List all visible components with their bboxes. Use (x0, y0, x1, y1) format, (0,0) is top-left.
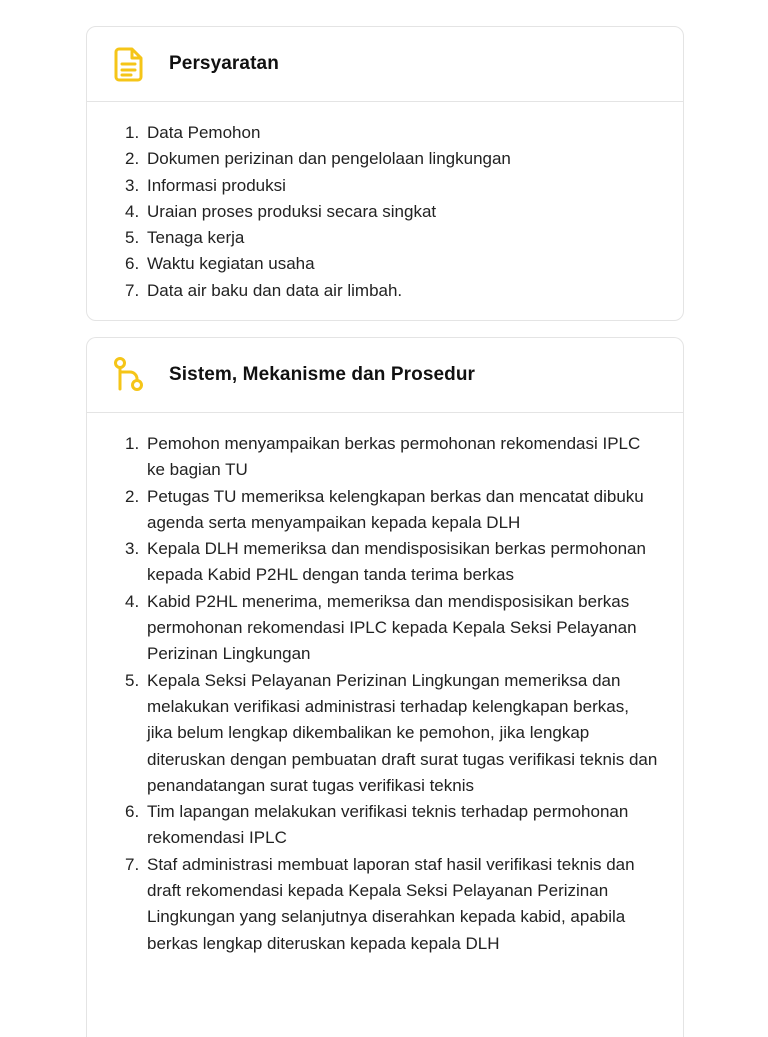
sistem-list (125, 431, 659, 957)
persyaratan-header (87, 27, 683, 102)
list-item (125, 431, 659, 484)
item-text: Staf administrasi membuat laporan staf hasil verifikasi teknis dan draft rekomendasi kepada Kepala Seksi Pelayanan Perizinan Lingkungan yang selanjutnya diserahkan kepada kabid, apabila berkas lengkap diteruskan kepada kepala DLH (147, 854, 635, 953)
list-item (125, 173, 659, 199)
item-number: 1. (125, 123, 140, 142)
document-icon (109, 44, 149, 84)
list-item (125, 668, 659, 799)
sistem-card (86, 337, 684, 1037)
item-text: Tim lapangan melakukan verifikasi teknis terhadap permohonan rekomendasi IPLC (147, 802, 629, 848)
list-item (125, 146, 659, 172)
item-text: Kabid P2HL menerima, memeriksa dan mendisposisikan berkas permohonan rekomendasi IPLC kepada Kepala Seksi Pelayanan Perizinan Lingkungan (147, 591, 637, 664)
item-text: Dokumen perizinan dan pengelolaan lingkungan (147, 149, 511, 169)
item-text: Uraian proses produksi secara singkat (147, 201, 437, 221)
list-item (125, 799, 659, 852)
item-number: 5. (125, 228, 140, 248)
persyaratan-card (86, 26, 684, 321)
list-item (125, 278, 659, 304)
sistem-header (87, 338, 683, 413)
item-number: 7. (125, 280, 140, 300)
list-item (125, 225, 659, 251)
item-text: Pemohon menyampaikan berkas permohonan rekomendasi IPLC ke bagian TU (147, 434, 641, 480)
persyaratan-title: Persyaratan (169, 53, 279, 74)
item-number: 2. (125, 486, 140, 506)
item-number: 4. (125, 201, 140, 221)
flow-icon (109, 355, 149, 395)
list-item (125, 852, 659, 957)
item-number: 3. (125, 539, 140, 559)
item-number: 6. (125, 802, 140, 822)
item-text: Waktu kegiatan usaha (147, 254, 315, 274)
item-number: 7. (125, 854, 140, 874)
item-number: 1. (125, 434, 140, 453)
item-text: Informasi produksi (147, 175, 286, 195)
item-text: Kepala DLH memeriksa dan mendisposisikan berkas permohonan kepada Kabid P2HL dengan tanda terima berkas (147, 539, 646, 585)
list-item (125, 199, 659, 225)
sistem-title: Sistem, Mekanisme dan Prosedur (169, 364, 476, 385)
item-text: Petugas TU memeriksa kelengkapan berkas dan mencatat dibuku agenda serta menyampaikan kepada kepala DLH (147, 486, 644, 532)
list-item (125, 589, 659, 668)
list-item (125, 536, 659, 589)
list-item (125, 251, 659, 277)
item-text: Tenaga kerja (147, 228, 245, 248)
list-item (125, 120, 659, 146)
item-number: 5. (125, 670, 140, 690)
item-text: Data Pemohon (147, 123, 261, 142)
item-number: 2. (125, 149, 140, 169)
sistem-body (87, 413, 683, 957)
item-text: Kepala Seksi Pelayanan Perizinan Lingkungan memeriksa dan melakukan verifikasi administrasi terhadap kelengkapan berkas, jika belum lengkap dikembalikan ke pemohon, jika lengkap diteruskan dengan pembuatan draft surat tugas verifikasi teknis dan penandatangan surat tugas verifikasi teknis (147, 670, 658, 795)
item-number: 3. (125, 175, 140, 195)
persyaratan-list (125, 120, 659, 304)
persyaratan-body (87, 102, 683, 304)
item-number: 4. (125, 591, 140, 611)
item-number: 6. (125, 254, 140, 274)
item-text: Data air baku dan data air limbah. (147, 280, 403, 300)
list-item (125, 484, 659, 537)
